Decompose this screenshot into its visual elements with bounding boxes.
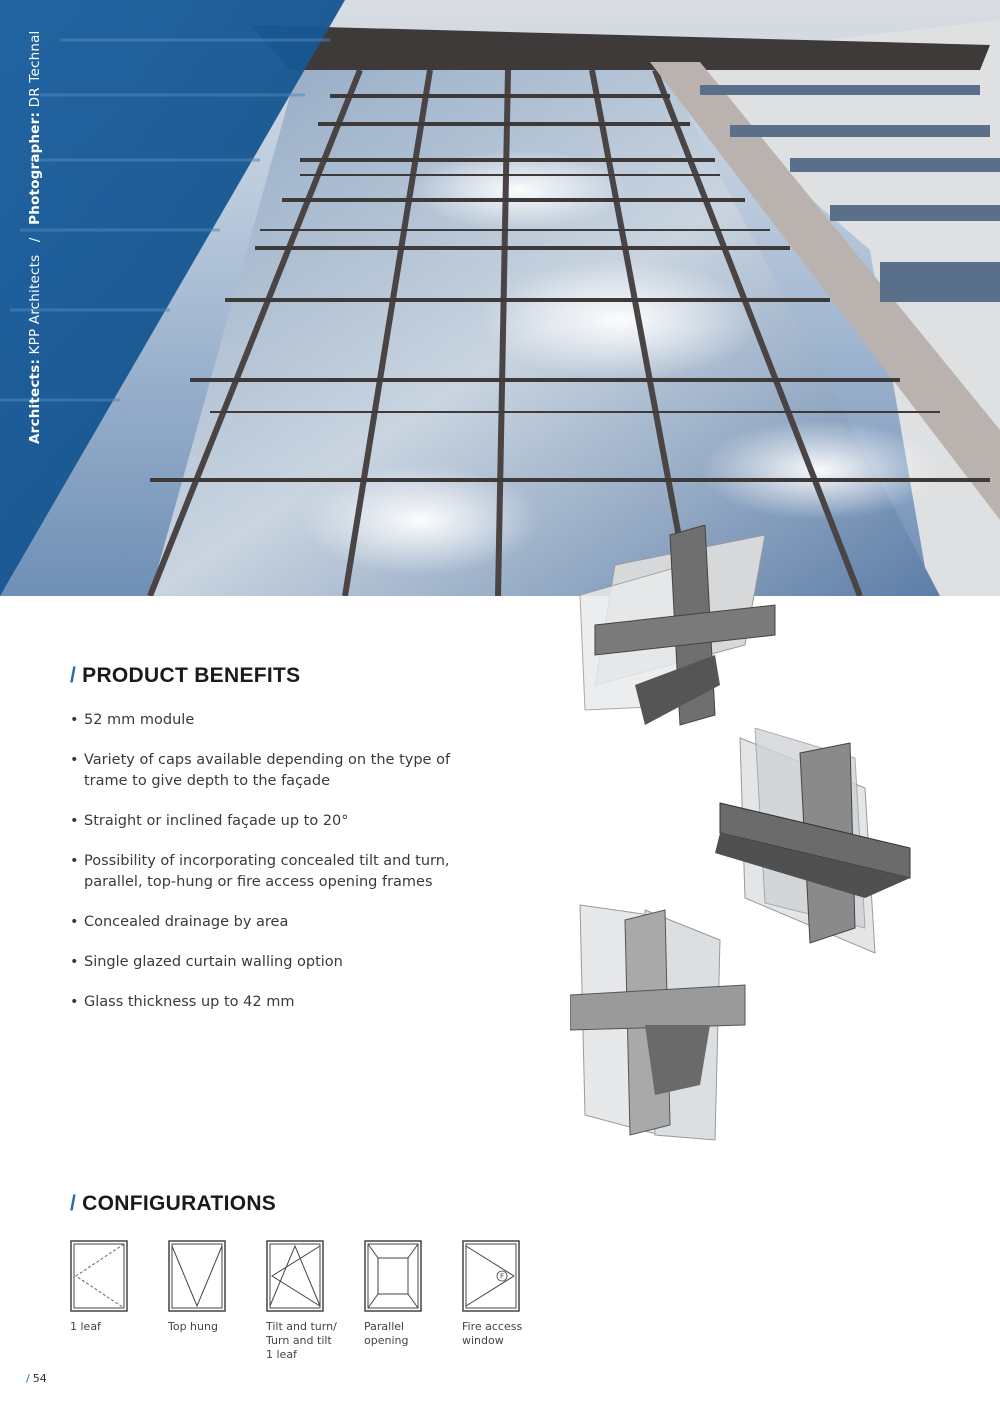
hero-photo (0, 0, 1000, 596)
photographer-value: DR Technal (27, 30, 43, 108)
config-label: 1 leaf (70, 1320, 101, 1333)
config-item (70, 1240, 160, 1334)
window-parallel-icon (364, 1240, 422, 1312)
heading-text: PRODUCT BENEFITS (82, 664, 301, 687)
page-number (26, 1372, 47, 1385)
architects-value: KPP Architects (27, 254, 43, 355)
configurations-heading (70, 1192, 276, 1216)
config-item (462, 1240, 552, 1348)
config-label: Tilt and turn/ Turn and tilt 1 leaf (266, 1320, 337, 1361)
benefit-item: • Variety of caps available depending on the type of trame to give depth to the façade (70, 750, 470, 792)
heading-slash: / (70, 664, 77, 687)
config-label: Fire access window (462, 1320, 523, 1347)
benefit-item: • Concealed drainage by area (70, 912, 470, 933)
curtain-wall-profile-drawing (575, 525, 780, 730)
window-tilt-turn-icon (266, 1240, 324, 1312)
heading-text: CONFIGURATIONS (82, 1192, 277, 1215)
config-item (266, 1240, 356, 1362)
benefit-item: • Single glazed curtain walling option (70, 952, 470, 973)
config-label: Top hung (168, 1320, 218, 1333)
building-facade-illustration (0, 0, 1000, 596)
config-item (168, 1240, 258, 1334)
window-fire-access-icon (462, 1240, 520, 1312)
benefit-item: • 52 mm module (70, 710, 470, 731)
page-number-slash: / (26, 1372, 30, 1385)
benefit-item: • Glass thickness up to 42 mm (70, 992, 470, 1013)
config-item (364, 1240, 454, 1348)
heading-slash: / (70, 1192, 77, 1215)
benefit-item: • Possibility of incorporating concealed tilt and turn, parallel, top-hung or fire access opening frames (70, 851, 470, 893)
page-number-value: 54 (32, 1372, 47, 1385)
product-benefits-heading (70, 664, 300, 688)
benefit-item: • Straight or inclined façade up to 20° (70, 811, 470, 832)
fire-access-badge: F (499, 1272, 505, 1281)
curtain-wall-profile-drawing (570, 900, 750, 1145)
credit-separator: / (27, 237, 43, 243)
architects-label: Architects: (27, 358, 43, 444)
window-top-hung-icon (168, 1240, 226, 1312)
benefits-list (70, 710, 470, 1032)
photo-credit (22, 30, 48, 444)
config-label: Parallel opening (364, 1320, 409, 1347)
window-1-leaf-icon (70, 1240, 128, 1312)
photographer-label: Photographer: (27, 111, 43, 225)
